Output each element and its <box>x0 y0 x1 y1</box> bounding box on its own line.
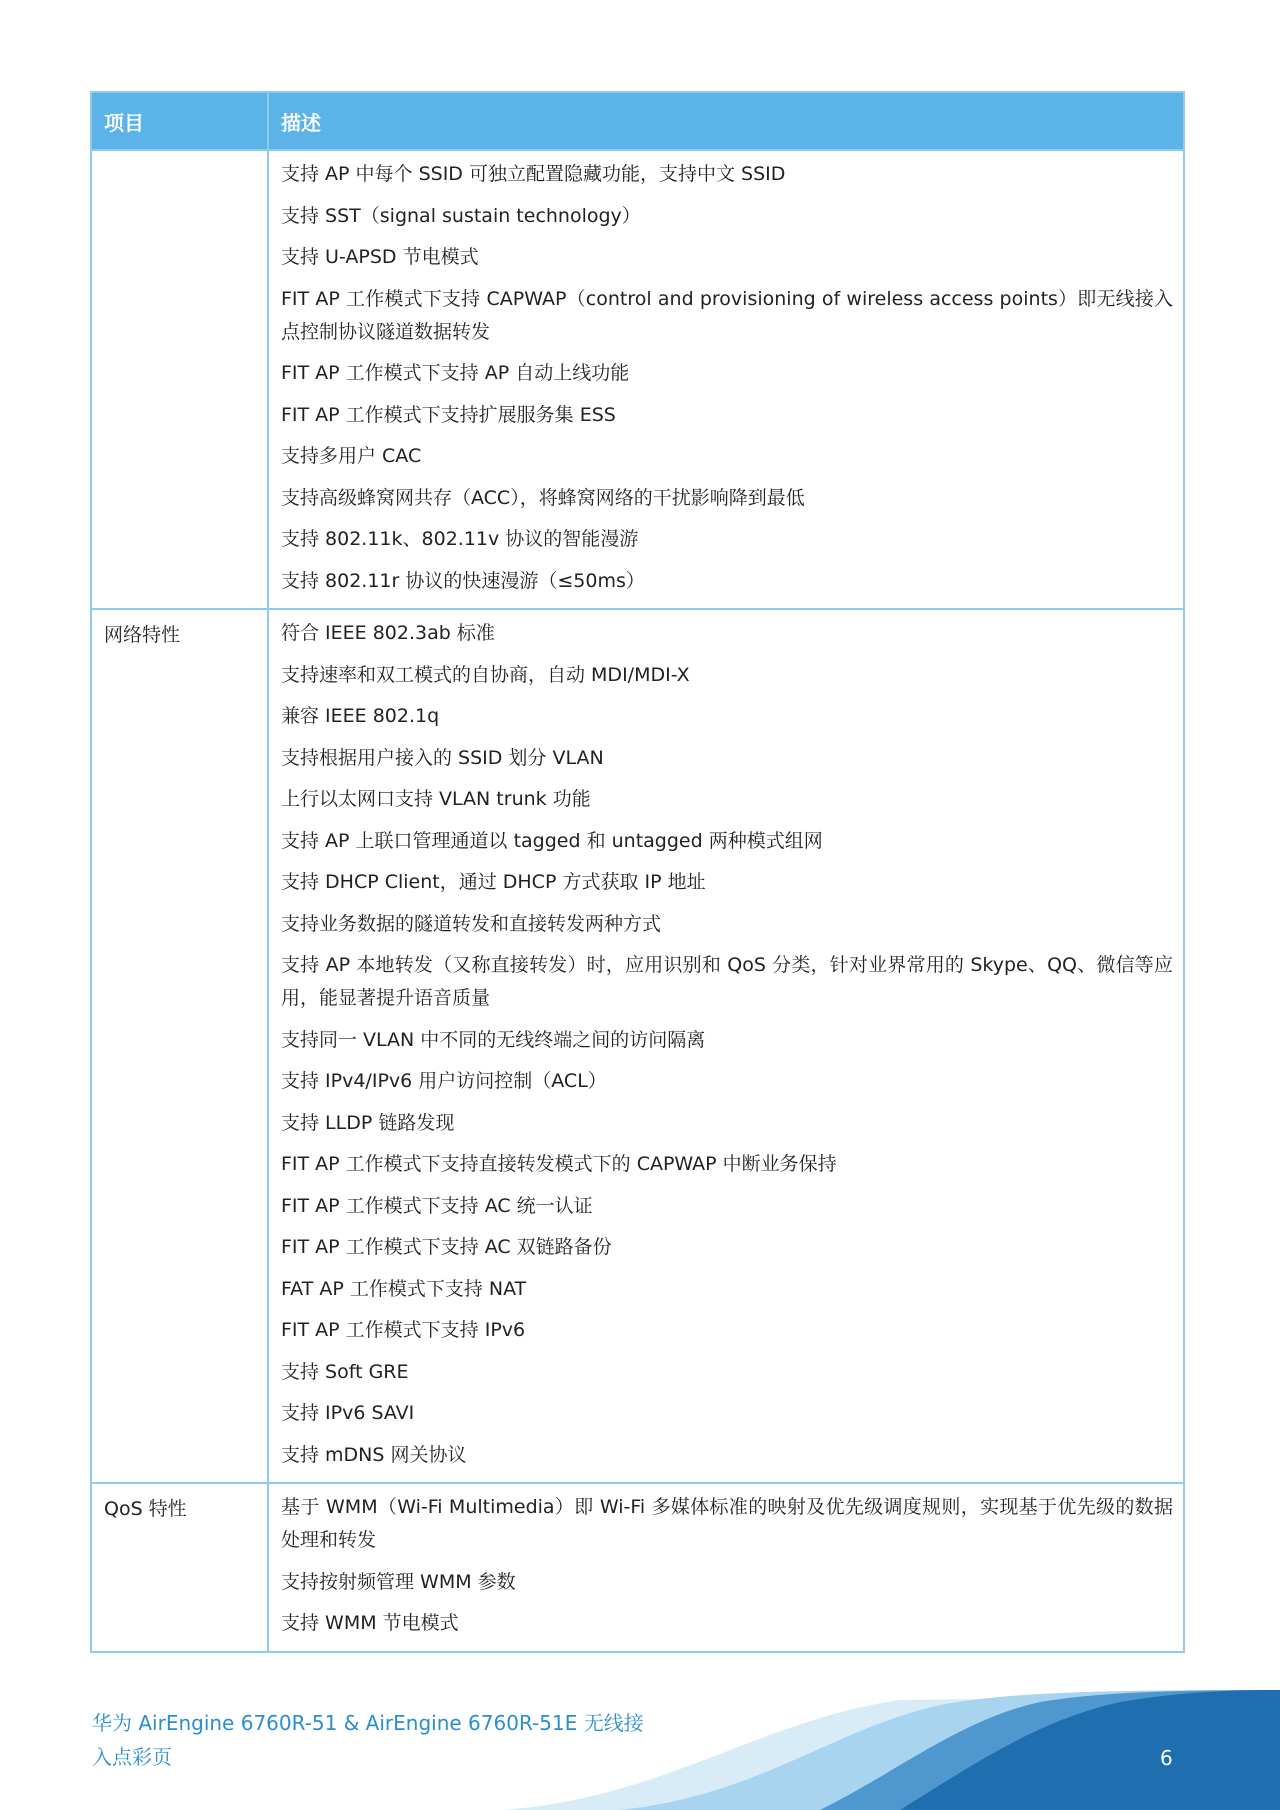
feature-line: 支持高级蜂窝网共存（ACC），将蜂窝网络的干扰影响降到最低 <box>281 486 805 509</box>
feature-line: FIT AP 工作模式下支持扩展服务集 ESS <box>281 403 616 426</box>
spec-table <box>90 91 1185 1653</box>
feature-line: 支持按射频管理 WMM 参数 <box>281 1570 516 1593</box>
feature-line: 支持同一 VLAN 中不同的无线终端之间的访问隔离 <box>281 1028 706 1051</box>
feature-line: 支持 802.11k、802.11v 协议的智能漫游 <box>281 528 639 550</box>
feature-line: 支持 AP 中每个 SSID 可独立配置隐藏功能，支持中文 SSID <box>281 163 786 185</box>
table-row <box>91 1483 1184 1652</box>
feature-line: 支持 SST（signal sustain technology） <box>281 204 641 227</box>
page-number: 6 <box>1160 1746 1173 1770</box>
feature-line: 符合 IEEE 802.3ab 标准 <box>281 622 495 644</box>
table-row <box>91 609 1184 1483</box>
feature-line: 支持 AP 上联口管理通道以 tagged 和 untagged 两种模式组网 <box>281 829 823 852</box>
feature-line: 支持 DHCP Client，通过 DHCP 方式获取 IP 地址 <box>281 871 706 893</box>
feature-line: FAT AP 工作模式下支持 NAT <box>281 1277 527 1300</box>
feature-line: 支持多用户 CAC <box>281 445 422 467</box>
feature-line: 支持速率和双工模式的自协商，自动 MDI/MDI-X <box>281 663 690 686</box>
feature-line: 支持 Soft GRE <box>281 1360 409 1383</box>
feature-line: 支持 WMM 节电模式 <box>281 1612 459 1634</box>
header-item: 项目 <box>91 92 268 150</box>
item-cell: QoS 特性 <box>91 1483 268 1652</box>
item-cell <box>91 150 268 609</box>
feature-line: 基于 WMM（Wi-Fi Multimedia）即 Wi-Fi 多媒体标准的映射及优先级调度规则，实现基于优先级的数据处理和转发 <box>281 1496 1173 1551</box>
feature-line: 兼容 IEEE 802.1q <box>281 705 440 727</box>
table-header-row <box>91 92 1184 150</box>
feature-line: 支持 802.11r 协议的快速漫游（≤50ms） <box>281 569 645 592</box>
feature-line: 上行以太网口支持 VLAN trunk 功能 <box>281 788 591 810</box>
feature-line: 支持 mDNS 网关协议 <box>281 1443 467 1466</box>
description-cell <box>268 150 1184 609</box>
feature-line: 支持 IPv6 SAVI <box>281 1402 415 1424</box>
footer-title: 华为 AirEngine 6760R-51 & AirEngine 6760R-51E 无线接入点彩页 <box>92 1711 644 1769</box>
feature-line: 支持 LLDP 链路发现 <box>281 1111 455 1134</box>
table-row <box>91 150 1184 609</box>
feature-line: FIT AP 工作模式下支持 AC 统一认证 <box>281 1194 593 1217</box>
feature-line: FIT AP 工作模式下支持 AP 自动上线功能 <box>281 362 630 384</box>
feature-line: 支持 IPv4/IPv6 用户访问控制（ACL） <box>281 1070 607 1092</box>
description-cell <box>268 1483 1184 1652</box>
feature-line: 支持根据用户接入的 SSID 划分 VLAN <box>281 746 604 769</box>
feature-line: FIT AP 工作模式下支持直接转发模式下的 CAPWAP 中断业务保持 <box>281 1153 837 1175</box>
feature-line: 支持业务数据的隧道转发和直接转发两种方式 <box>281 912 662 935</box>
feature-line: 支持 U-APSD 节电模式 <box>281 246 479 268</box>
feature-line: 支持 AP 本地转发（又称直接转发）时，应用识别和 QoS 分类，针对业界常用的 Skype、QQ、微信等应用，能显著提升语音质量 <box>281 954 1173 1009</box>
item-cell: 网络特性 <box>91 609 268 1483</box>
feature-line: FIT AP 工作模式下支持 AC 双链路备份 <box>281 1236 612 1258</box>
feature-line: FIT AP 工作模式下支持 CAPWAP（control and provisioning of wireless access points）即无线接入点控制协议隧道数据转发 <box>281 287 1173 343</box>
feature-line: FIT AP 工作模式下支持 IPv6 <box>281 1319 526 1341</box>
description-cell <box>268 609 1184 1483</box>
header-description: 描述 <box>268 92 1184 150</box>
